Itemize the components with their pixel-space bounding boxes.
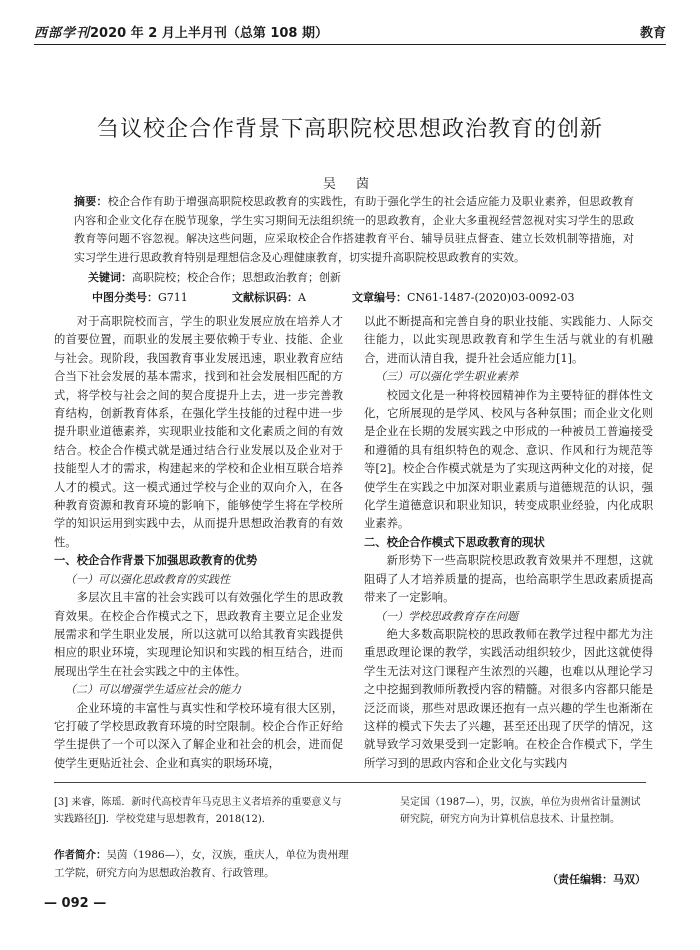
keywords-text: 高职院校；校企合作；思想政治教育；创新 bbox=[132, 271, 341, 284]
editor-credit: （责任编辑：马双） bbox=[547, 873, 646, 886]
page-number: — 092 — bbox=[44, 896, 107, 911]
body-paragraph: 校园文化是一种将校园精神作为主要特征的群体性文化，它所展现的是学风、校风与各种氛围；而企业文化则是企业在长期的发展实践之中形成的一种被员工普遍接受和遵循的具有组织特色的观念、意识、作风和行为规范等等[2]。校企合作模式就是为了实现这两种文化的对接，促使学生在实践之中加深对职业素质与道德规范的认识，强化学生道德意识和职业知识，转变成职业经验，内化成职业素养。 bbox=[364, 388, 653, 531]
section-heading: 二、校企合作模式下思政教育的现状 bbox=[364, 535, 545, 549]
section-heading: 一、校企合作背景下加强思政教育的优势 bbox=[54, 554, 258, 568]
keywords bbox=[88, 270, 628, 286]
footnote-rule bbox=[54, 782, 646, 783]
author-bio-label: 作者简介： bbox=[54, 849, 107, 861]
body-paragraph: 对于高职院校而言，学生的职业发展应放在培养人才的首要位置，而职业的发展主要依赖于专业、技能、企业与社会。现阶段，我国教育事业发展迅速，职业教育应结合当下社会发展的基本需求，找到和社会发展相匹配的方式，将学校与社会之间的契合度提升上去，进一步完善教育结构，创新教育体系，在强化学生技能的过程中进一步提升职业道德素养，实现职业技能和文化素质之间的有效结合。校企合作模式就是通过结合行业发展以及企业对于技能型人才的需求，构建起来的学校和企业相互联合培养人才的模式。这一模式通过学校与企业的双向介入，在各种教育资源和教育环境的影响下，能够使学生将在学校所学的知识运用到实践中去，从而提升思想政治教育的有效性。 bbox=[54, 315, 343, 549]
clc-number: 中图分类号：G711 bbox=[92, 291, 188, 304]
running-header bbox=[34, 20, 666, 42]
subsection-heading: （三）可以强化学生职业素养 bbox=[375, 370, 518, 384]
body-paragraph: 新形势下一些高职院校思政教育效果并不理想，这就阻碍了人才培养质量的提高，也给高职学生思政素质提高带来了一定影响。 bbox=[364, 554, 653, 605]
subsection-heading: （二）可以增强学生适应社会的能力 bbox=[65, 683, 241, 697]
subsection-heading: （一）可以强化思政教育的实践性 bbox=[65, 572, 230, 586]
header-rule bbox=[34, 44, 666, 45]
body-paragraph: 企业环境的丰富性与真实性和学校环境有很大区别，它打破了学校思政教育环境的时空限制。校企合作正好给学生提供了一个可以深入了解企业和社会的机会，进而促使学生更贴近社会、企业和真实的职场环境， bbox=[54, 701, 343, 770]
journal-logo: 西部学刊 bbox=[34, 26, 91, 41]
body-paragraph: 多层次且丰富的社会实践可以有效强化学生的思政教育效果。在校企合作模式之下，思政教育主要立足企业发展需求和学生职业发展，所以这就可以给其教育实践提供相应的职业环境，实现理论知识和实践的相互结合，进而展现出学生在社会实践之中的主体性。 bbox=[54, 591, 343, 678]
document-code: 文献标识码：A bbox=[232, 291, 306, 304]
article-title: 刍议校企合作背景下高职院校思想政治教育的创新 bbox=[96, 117, 603, 142]
author-bio-1: 作者简介：吴茵（1986—），女，汉族，重庆人，单位为贵州理工学院，研究方向为思想政治教育、行政管理。 bbox=[54, 849, 349, 879]
journal-info bbox=[34, 22, 328, 41]
body-column-left bbox=[54, 313, 343, 773]
section-label: 教育 bbox=[639, 26, 666, 41]
abstract-label: 摘要： bbox=[74, 195, 108, 208]
issue-info: 2020 年 2 月上半月刊（总第 108 期） bbox=[90, 26, 329, 41]
body-paragraph: 绝大多数高职院校的思政教师在教学过程中都尤为注重思政理论课的教学，实践活动组织较少，因此这就使得学生无法对这门课程产生浓烈的兴趣，也难以从理论学习之中挖掘到教师所教授内容的精髓。对很多内容都只能是泛泛而谈，那些对思政课还抱有一点兴趣的学生也渐渐在这样的模式下失去了兴趣，甚至还出现了厌学的情况，这就导致学习效果受到一定影响。在校企合作模式下，学生所学习到的思政内容和企业文化与实践内 bbox=[364, 627, 653, 770]
reference-3: [3] 来睿，陈瑶．新时代高校青年马克思主义者培养的重要意义与实践路径[J]．学校党建与思想教育，2018(12)． bbox=[54, 797, 342, 825]
keywords-label: 关键词： bbox=[88, 271, 132, 284]
abstract bbox=[74, 193, 634, 267]
body-paragraph: 以此不断提高和完善自身的职业技能、实践能力、人际交往能力，以此实现思政教育和学生生活与就业的有机融合，进而认清自我，提升社会适应能力[1]。 bbox=[364, 315, 653, 365]
body-column-right bbox=[364, 313, 653, 773]
article-number: 文章编号：CN61-1487-(2020)03-0092-03 bbox=[352, 291, 575, 304]
abstract-text: 校企合作有助于增强高职院校思政教育的实践性，有助于强化学生的社会适应能力及职业素养，但思政教育内容和企业文化存在脱节现象，学生实习期间无法组织统一的思政教育，企业大多重视经营忽视对实习学生的思政教育等问题不容忽视。解决这些问题，应采取校企合作搭建教育平台、辅导员驻点督查、建立长效机制等措施，对实习学生进行思政教育特别是理想信念及心理健康教育，切实提升高职院校思政教育的实效。 bbox=[74, 195, 635, 264]
author-bio-2: 吴定国（1987—），男，汉族，单位为贵州省计量测试研究院，研究方向为计算机信息技术、计量控制。 bbox=[400, 797, 641, 825]
article-author: 吴 茵 bbox=[322, 177, 378, 192]
subsection-heading: （一）学校思政教育存在问题 bbox=[375, 609, 518, 623]
